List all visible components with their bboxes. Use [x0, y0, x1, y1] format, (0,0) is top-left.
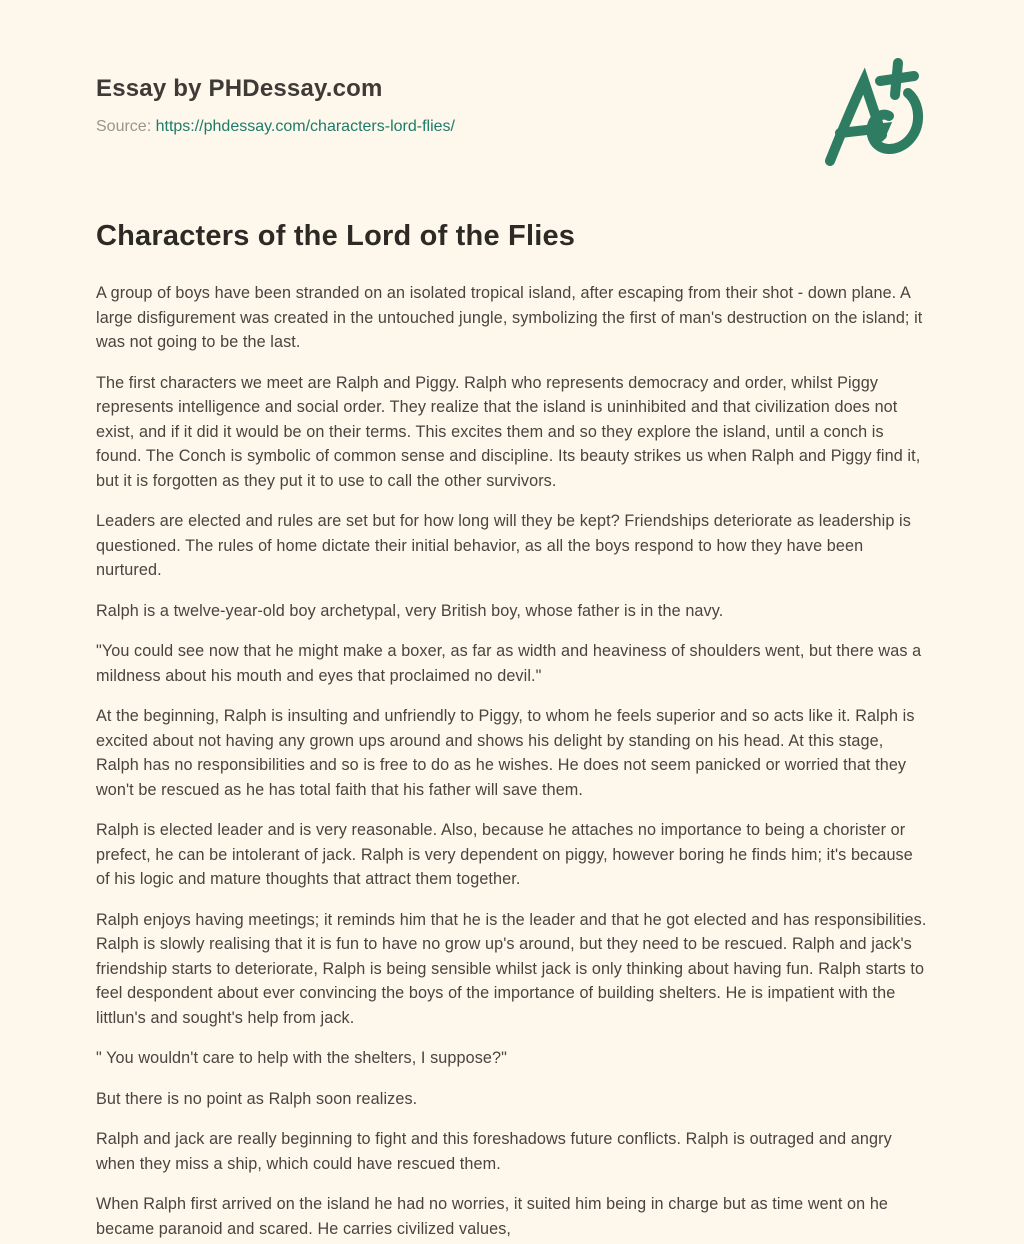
essay-byline: Essay by PHDessay.com	[96, 75, 383, 102]
essay-title: Characters of the Lord of the Flies	[96, 220, 576, 252]
page-header	[96, 75, 928, 136]
essay-paragraph: The first characters we meet are Ralph and Piggy. Ralph who represents democracy and order, whilst Piggy represents intelligence and social order. They realize that the island is uninhibited and that civilization does not exist, and if it did it would be on their terms. This excites them and so they explore the island, until a conch is found. The Conch is symbolic of common sense and discipline. Its beauty strikes us when Ralph and Piggy find it, but it is forgotten as they put it to use to call the other survivors.	[96, 373, 921, 490]
essay-paragraph: Ralph is elected leader and is very reasonable. Also, because he attaches no importance to being a chorister or prefect, he can be intolerant of jack. Ralph is very dependent on piggy, however boring he finds him; it's because of his logic and mature thoughts that attract them together.	[96, 821, 913, 888]
source-line	[96, 118, 928, 136]
phdessay-a-plus-logo-icon	[820, 55, 932, 179]
quote-paragraph: " You wouldn't care to help with the shelters, I suppose?"	[96, 1049, 507, 1067]
essay-paragraph: Ralph enjoys having meetings; it reminds him that he is the leader and that he got elected and has responsibilities. Ralph is slowly realising that it is fun to have no grow up's around, but they need to be rescued. Ralph and jack's friendship starts to deteriorate, Ralph is being sensible whilst jack is only thinking about having fun. Ralph starts to feel despondent about ever convincing the boys of the importance of building shelters. He is impatient with the littlun's and sought's help from jack.	[96, 910, 927, 1027]
source-label: Source:	[96, 118, 152, 135]
essay-paragraph: Ralph and jack are really beginning to fight and this foreshadows future conflicts. Ralph is outraged and angry when they miss a ship, which could have rescued them.	[96, 1130, 892, 1173]
essay-paragraph: Leaders are elected and rules are set but for how long will they be kept? Friendships deteriorate as leadership is questioned. The rules of home dictate their initial behavior, as all the boys respond to how they have been nurtured.	[96, 512, 911, 579]
essay-paragraph: But there is no point as Ralph soon realizes.	[96, 1089, 418, 1108]
quote-paragraph: "You could see now that he might make a boxer, as far as width and heaviness of shoulders went, but there was a mildness about his mouth and eyes that proclaimed no devil."	[96, 642, 922, 685]
source-url-link[interactable]: https://phdessay.com/characters-lord-flies/	[155, 118, 455, 135]
essay-paragraph: Ralph is a twelve-year-old boy archetypal, very British boy, whose father is in the navy.	[96, 601, 724, 620]
essay-paragraph: A group of boys have been stranded on an isolated tropical island, after escaping from their shot - down plane. A large disfigurement was created in the untouched jungle, symbolizing the first of man's destruction on the island; it was not going to be the last.	[96, 284, 923, 351]
essay-paragraph: When Ralph first arrived on the island he had no worries, it suited him being in charge but as time went on he became paranoid and scared. He carries civilized values,	[96, 1195, 889, 1238]
essay-body	[96, 281, 928, 1241]
essay-paragraph: At the beginning, Ralph is insulting and unfriendly to Piggy, to whom he feels superior and so acts like it. Ralph is excited about not having any grown ups around and shows his delight by standing on his head. At this stage, Ralph has no responsibilities and so is free to do as he wishes. He does not seem panicked or worried that they won't be rescued as he has total faith that his father will save them.	[96, 707, 915, 799]
